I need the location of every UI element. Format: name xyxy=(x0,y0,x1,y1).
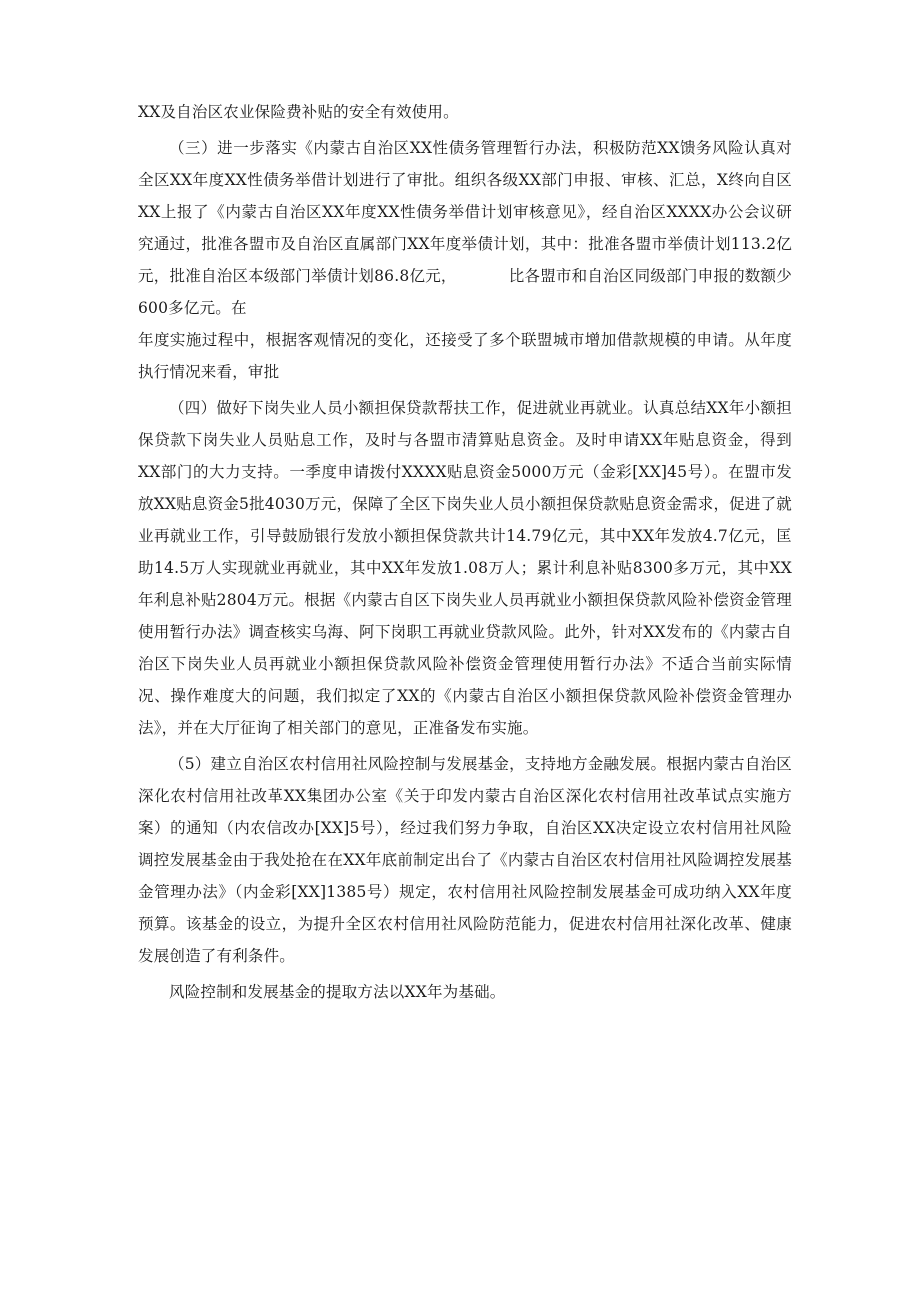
paragraph-debt-management-tail: 比各盟市和自治区同级部门申报的数额少600多亿元。在 xyxy=(138,267,792,317)
paragraph-loan-guarantee: （四）做好下岗失业人员小额担保贷款帮扶工作，促进就业再就业。认真总结XX年小额担保贷款下岗失业人员贴息工作，及时与各盟市清算贴息资金。及时申请XX年贴息资金，得到XX部门的大力支持。一季度申请拨付XXXX贴息资金5000万元（金彩[XX]45号）。在盟市发放XX贴息资金5批4030万元，保障了全区下岗失业人员小额担保贷款贴息资金需求，促进了就业再就业工作，引导鼓励银行发放小额担保贷款共计14.79亿元，其中XX年发放4.7亿元，匡助14.5万人实现就业再就业，其中XX年发放1.08万人；累计利息补贴8300多万元，其中XX年利息补贴2804万元。根据《内蒙古自区下岗失业人员再就业小额担保贷款风险补偿资金管理使用暂行办法》调查核实乌海、阿下岗职工再就业贷款风险。此外，针对XX发布的《内蒙古自治区下岗失业人员再就业小额担保贷款风险补偿资金管理使用暂行办法》不适合当前实际情况、操作难度大的问题，我们拟定了XX的《内蒙古自治区小额担保贷款风险补偿资金管理办法》，并在大厅征询了相关部门的意见，正准备发布实施。 xyxy=(138,399,792,737)
document-page xyxy=(138,96,792,1012)
paragraph-fund-method: 风险控制和发展基金的提取方法以XX年为基础。 xyxy=(169,983,506,1001)
paragraph-debt-management-text: （三）进一步落实《内蒙古自治区XX性债务管理暂行办法，积极防范XX馈务风险认真对全区XX年度XX性债务举借计划进行了审批。组织各级XX部门申报、审核、汇总，X终向自区XX上报了《内蒙古自治区XX年度XX性债务举借计划审核意见》，经自治区XXXX办公会议研究通过，批准各盟市及自治区直属部门XX年度举债计划，其中：批准各盟市举债计划113.2亿元，批准自治区本级部门举债计划86.8亿元， xyxy=(138,139,792,285)
paragraph-debt-management xyxy=(138,132,792,324)
paragraph-annual-implementation: 年度实施过程中，根据客观情况的变化，还接受了多个联盟城市增加借款规模的申请。从年度执行情况来看，审批 xyxy=(138,331,792,381)
paragraph-closing-line: XX及自治区农业保险费补贴的安全有效使用。 xyxy=(138,103,459,121)
paragraph-rural-credit-fund: （5）建立自治区农村信用社风险控制与发展基金，支持地方金融发展。根据内蒙古自治区深化农村信用社改革XX集团办公室《关于印发内蒙古自治区深化农村信用社改革试点实施方案）的通知（内农信改办[XX]5号），经过我们努力争取，自治区XX决定设立农村信用社风险调控发展基金由于我处抢在在XX年底前制定出台了《内蒙古自治区农村信用社风险调控发展基金管理办法》（内金彩[XX]1385号）规定，农村信用社风险控制发展基金可成功纳入XX年度预算。该基金的设立，为提升全区农村信用社风险防范能力，促进农村信用社深化改革、健康发展创造了有利条件。 xyxy=(138,755,792,965)
